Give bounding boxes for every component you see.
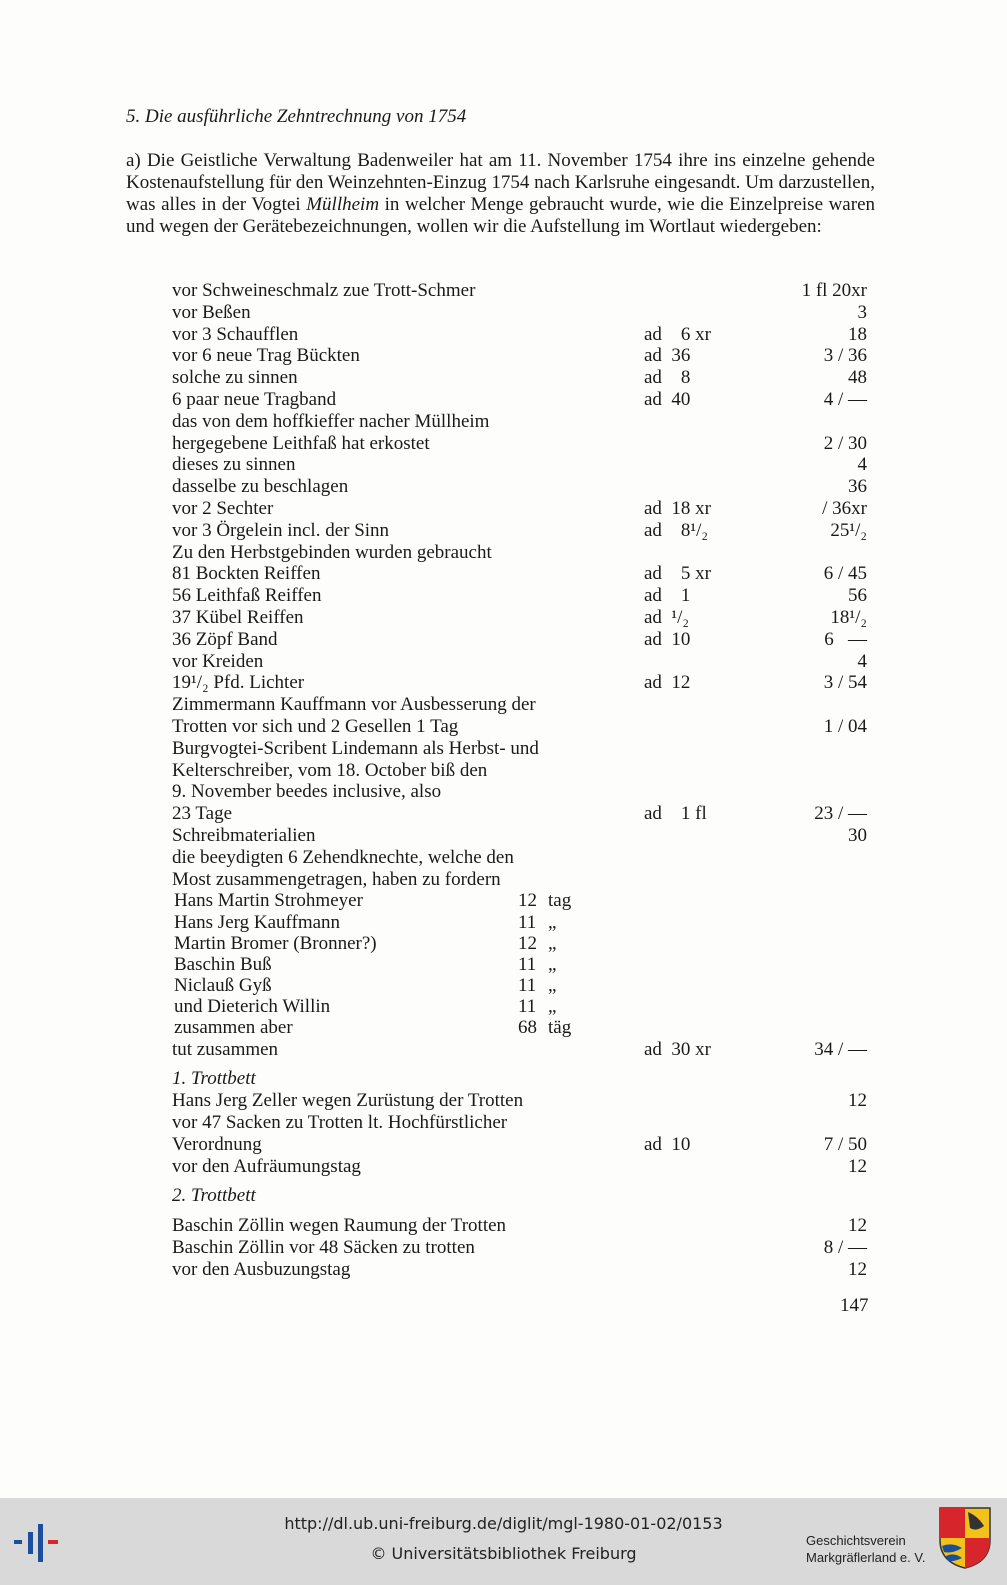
row-amount: 12 <box>848 1090 867 1112</box>
row-amount: 3 / 54 <box>823 672 867 694</box>
worker-days: 11 <box>518 953 537 975</box>
row-text: Hans Jerg Zeller wegen Zurüstung der Trotten <box>172 1090 524 1112</box>
row-text: vor 3 Örgelein incl. der Sinn <box>172 519 390 541</box>
account-row <box>0 847 1007 869</box>
footer-bar <box>0 1498 1007 1585</box>
section-title <box>0 1185 1007 1207</box>
account-row <box>0 825 1007 847</box>
account-row <box>0 411 1007 433</box>
row-amount: 36 <box>848 476 867 498</box>
society-line-2: Markgräflerland e. V. <box>806 1550 926 1565</box>
row-amount: 1 / 04 <box>823 715 867 737</box>
row-rate: ad 8 <box>644 367 691 389</box>
row-text: Most zusammengetragen, haben zu fordern <box>172 868 501 890</box>
row-text: Schreibmaterialien <box>172 824 316 846</box>
account-row <box>0 716 1007 738</box>
worker-name: Hans Martin Strohmeyer <box>174 890 363 912</box>
row-rate: ad 18 xr <box>644 497 712 519</box>
row-amount: 18¹/₂ <box>830 606 867 628</box>
row-text: 6 paar neue Tragband <box>172 388 337 410</box>
row-amount: 12 <box>848 1155 867 1177</box>
total-row <box>0 1039 1007 1061</box>
row-rate: ad 6 xr <box>644 323 712 345</box>
account-row <box>0 1112 1007 1134</box>
account-row <box>0 803 1007 825</box>
row-rate: ad 1 fl <box>644 803 707 825</box>
row-text: vor den Aufräumungstag <box>172 1155 361 1177</box>
row-text: hergegebene Leithfaß hat erkostet <box>172 432 430 454</box>
row-amount: 1 fl 20xr <box>801 280 867 301</box>
account-row <box>0 498 1007 520</box>
worker-row <box>0 890 1007 911</box>
row-amount: 7 / 50 <box>823 1133 867 1155</box>
row-text: Verordnung <box>172 1133 262 1155</box>
account-row <box>0 324 1007 346</box>
row-amount: 6 — <box>824 628 867 650</box>
section-title-text: 1. Trottbett <box>172 1068 256 1090</box>
account-row <box>0 542 1007 564</box>
row-amount: 12 <box>848 1258 867 1280</box>
row-rate: ad 5 xr <box>644 563 712 585</box>
account-row <box>0 1090 1007 1112</box>
worker-days: 11 <box>518 975 537 997</box>
worker-row <box>0 954 1007 975</box>
worker-name: Baschin Buß <box>174 953 272 975</box>
account-row <box>0 781 1007 803</box>
worker-unit: „ <box>548 975 557 997</box>
worker-name: und Dieterich Willin <box>174 996 331 1018</box>
row-amount: 56 <box>848 585 867 607</box>
worker-name: Martin Bromer (Bronner?) <box>174 932 377 954</box>
account-row <box>0 1156 1007 1178</box>
worker-days: 12 <box>518 890 537 912</box>
society-line-1: Geschichtsverein <box>806 1533 906 1548</box>
row-amount: 2 / 30 <box>823 432 867 454</box>
worker-name: zusammen aber <box>174 1017 293 1039</box>
account-row <box>0 1259 1007 1281</box>
row-amount: 34 / — <box>814 1038 867 1060</box>
account-row <box>0 345 1007 367</box>
page-number: 147 <box>840 1295 869 1316</box>
row-text: vor 6 neue Trag Bückten <box>172 345 360 367</box>
row-text: vor Kreiden <box>172 650 264 672</box>
row-amount: / 36xr <box>822 497 867 519</box>
row-text: Zimmermann Kauffmann vor Ausbesserung der <box>172 694 536 716</box>
worker-days: 11 <box>518 996 537 1018</box>
row-text: Zu den Herbstgebinden wurden gebraucht <box>172 541 492 563</box>
account-row <box>0 302 1007 324</box>
worker-row <box>0 975 1007 996</box>
row-text: 9. November beedes inclusive, also <box>172 781 442 803</box>
row-text: 36 Zöpf Band <box>172 628 278 650</box>
row-text: die beeydigten 6 Zehendknechte, welche den <box>172 846 514 868</box>
account-row <box>0 520 1007 542</box>
row-text: das von dem hoffkieffer nacher Müllheim <box>172 410 490 432</box>
section-title <box>0 1068 1007 1090</box>
row-amount: 30 <box>848 824 867 846</box>
worker-unit: „ <box>548 932 557 954</box>
intro-text-after: in welcher Menge gebraucht wurde, wie die Einzelpreise waren und wegen der Gerätebezeichnungen, wollen wir die Aufstellung im Wortlaut wiedergeben: <box>126 194 875 237</box>
row-amount: 48 <box>848 367 867 389</box>
row-text: vor Beßen <box>172 301 251 323</box>
row-amount: 4 / — <box>823 388 867 410</box>
row-text: tut zusammen <box>172 1038 279 1060</box>
row-amount: 12 <box>848 1215 867 1237</box>
account-row <box>0 651 1007 673</box>
row-rate: ad 10 <box>644 1133 691 1155</box>
account-row <box>0 367 1007 389</box>
account-row <box>0 1215 1007 1237</box>
account-row <box>0 563 1007 585</box>
section-title-text: 2. Trottbett <box>172 1185 256 1207</box>
account-row <box>0 454 1007 476</box>
account-row <box>0 433 1007 455</box>
intro-paragraph <box>126 150 875 238</box>
worker-row <box>0 912 1007 933</box>
footer-url[interactable]: http://dl.ub.uni-freiburg.de/diglit/mgl-1980-01-02/0153 <box>284 1514 723 1533</box>
account-row <box>0 738 1007 760</box>
worker-days: 11 <box>518 911 537 933</box>
row-rate: ad 12 <box>644 672 691 694</box>
row-rate: ad ¹/₂ <box>644 606 690 628</box>
account-row <box>0 280 1007 302</box>
row-text: 23 Tage <box>172 803 233 825</box>
row-text: Trotten vor sich und 2 Gesellen 1 Tag <box>172 715 459 737</box>
row-rate: ad 30 xr <box>644 1038 712 1060</box>
row-text: vor 3 Schaufflen <box>172 323 299 345</box>
account-list <box>0 280 1007 1281</box>
row-text: 37 Kübel Reiffen <box>172 606 304 628</box>
row-amount: 25¹/₂ <box>830 519 867 541</box>
worker-unit: „ <box>548 953 557 975</box>
society-name <box>806 1532 931 1566</box>
row-text: 19¹/₂ Pfd. Lichter <box>172 672 305 694</box>
account-row <box>0 760 1007 782</box>
row-amount: 6 / 45 <box>823 563 867 585</box>
account-row <box>0 476 1007 498</box>
row-text: Baschin Zöllin vor 48 Säcken zu trotten <box>172 1237 475 1258</box>
section-gap <box>0 1177 1007 1185</box>
account-row <box>0 607 1007 629</box>
account-row <box>0 629 1007 651</box>
coat-of-arms-icon <box>938 1506 992 1570</box>
row-text: 56 Leithfaß Reiffen <box>172 585 322 607</box>
row-amount: 18 <box>848 323 867 345</box>
section-heading: 5. Die ausführliche Zehntrechnung von 1754 <box>126 106 467 127</box>
account-row <box>0 869 1007 891</box>
row-text: 81 Bockten Reiffen <box>172 563 321 585</box>
row-amount: 4 <box>857 650 867 672</box>
row-rate: ad 8¹/₂ <box>644 519 709 541</box>
account-row <box>0 694 1007 716</box>
row-rate: ad 36 <box>644 345 691 367</box>
worker-row <box>0 996 1007 1017</box>
account-row <box>0 1134 1007 1156</box>
row-amount: 8 / — <box>823 1237 867 1258</box>
row-text: vor Schweineschmalz zue Trott-Schmer <box>172 280 476 301</box>
account-row <box>0 389 1007 411</box>
section-gap <box>0 1207 1007 1215</box>
row-text: vor 47 Sacken zu Trotten lt. Hochfürstlicher <box>172 1112 508 1134</box>
row-rate: ad 10 <box>644 628 691 650</box>
row-text: Baschin Zöllin wegen Raumung der Trotten <box>172 1215 507 1237</box>
account-row <box>0 1237 1007 1259</box>
footer-copyright: © Universitätsbibliothek Freiburg <box>370 1544 637 1563</box>
row-text: solche zu sinnen <box>172 367 298 389</box>
worker-name: Niclauß Gyß <box>174 975 272 997</box>
worker-days: 12 <box>518 932 537 954</box>
row-text: vor den Ausbuzungstag <box>172 1258 351 1280</box>
section-gap <box>0 1060 1007 1068</box>
worker-days: 68 <box>518 1017 537 1039</box>
row-amount: 3 / 36 <box>823 345 867 367</box>
intro-place: Müllheim <box>306 194 380 215</box>
account-row <box>0 672 1007 694</box>
row-text: Burgvogtei-Scribent Lindemann als Herbst- und <box>172 737 539 759</box>
row-rate: ad 40 <box>644 388 691 410</box>
row-amount: 4 <box>857 454 867 476</box>
row-amount: 3 <box>857 301 867 323</box>
worker-unit: tag <box>548 890 572 912</box>
row-amount: 23 / — <box>814 803 867 825</box>
worker-row <box>0 1017 1007 1038</box>
worker-name: Hans Jerg Kauffmann <box>174 911 341 933</box>
worker-unit: täg <box>548 1017 572 1039</box>
worker-unit: „ <box>548 911 557 933</box>
row-text: dasselbe zu beschlagen <box>172 476 349 498</box>
row-text: Kelterschreiber, vom 18. October biß den <box>172 759 488 781</box>
row-rate: ad 1 <box>644 585 691 607</box>
worker-unit: „ <box>548 996 557 1018</box>
account-row <box>0 585 1007 607</box>
worker-row <box>0 933 1007 954</box>
row-text: vor 2 Sechter <box>172 497 274 519</box>
intro-text-before: a) Die Geistliche Verwaltung Badenweiler hat am 11. November 1754 ihre ins einzelne gehende Kostenaufstellung für den Weinzehnten-Einzug 1754 nach Karlsruhe eingesandt. Um darzustellen, was alles in der Vogtei <box>126 150 875 215</box>
row-text: dieses zu sinnen <box>172 454 296 476</box>
